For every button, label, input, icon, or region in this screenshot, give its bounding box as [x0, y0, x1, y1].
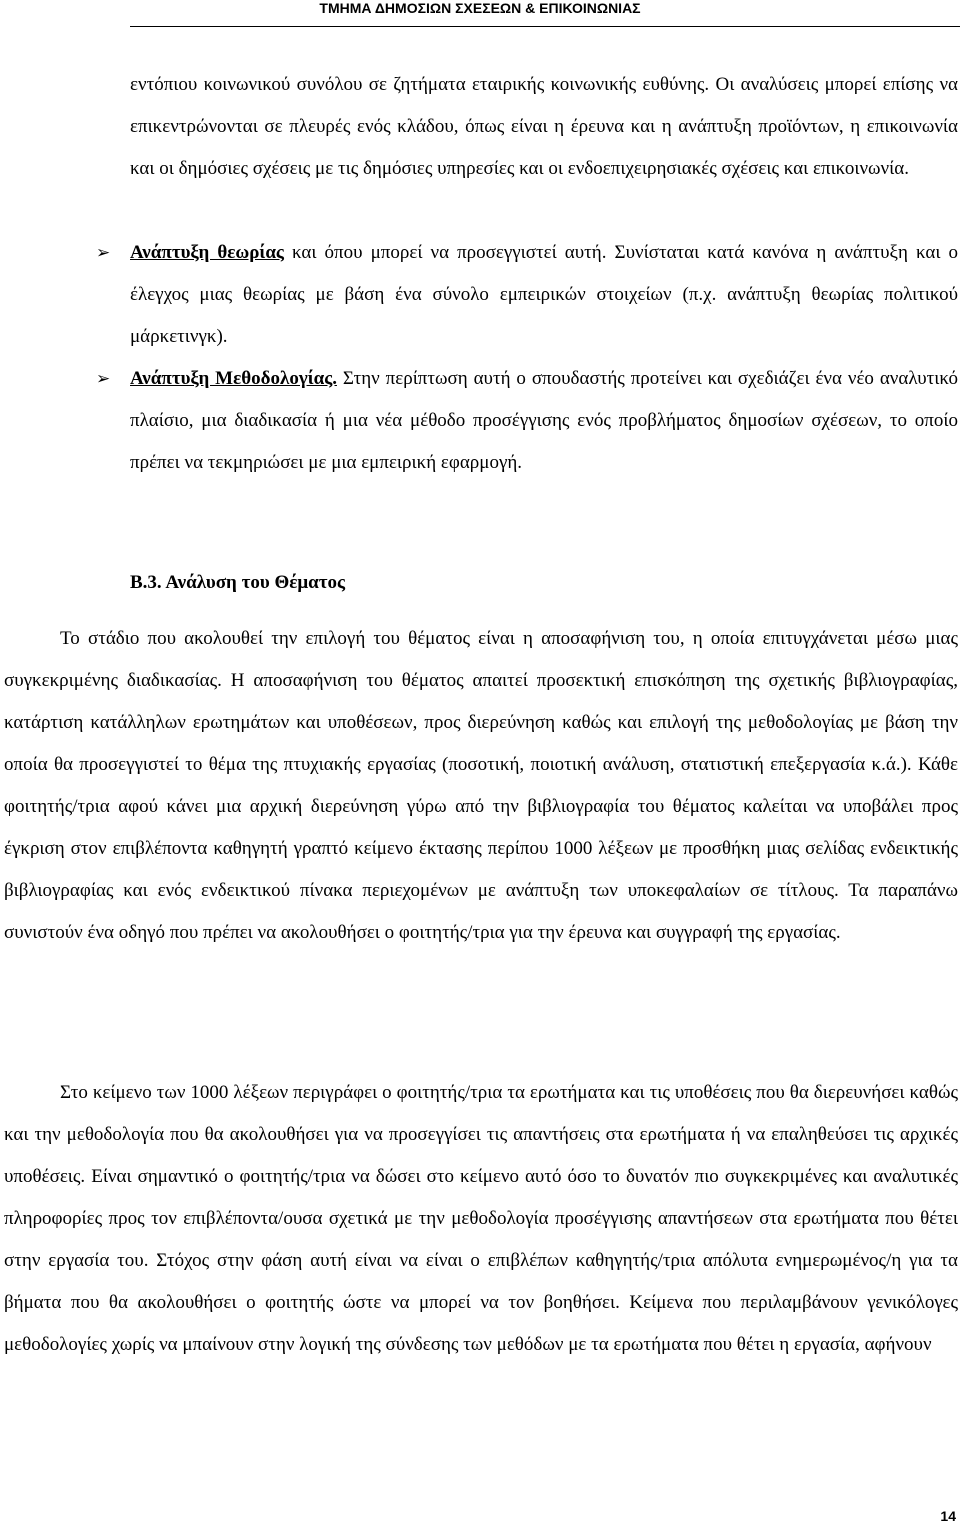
- bullet-text: Στην περίπτωση αυτή ο σπουδαστής προτείνει και σχεδιάζει ένα νέο αναλυτικό πλαίσιο, μια διαδικασία ή μια νέα μέθοδο προσέγγισης ενός προβλήματος δημοσίων σχέσεων, το οποίο πρέπει να τεκμηριώσει με μια εμπειρική εφαρμογή.: [130, 368, 958, 473]
- section-paragraph-2: Στο κείμενο των 1000 λέξεων περιγράφει ο φοιτητής/τρια τα ερωτήματα και τις υποθέσεις που θα διερευνήσει καθώς και την μεθοδολογία που θα ακολουθήσει για να προσεγγίσει τις απαντήσεις στα ερωτήματα ή να επαληθεύσει τις αρχικές υποθέσεις. Είναι σημαντικό ο φοιτητής/τρια να δώσει στο κείμενο αυτό όσο το δυνατόν πιο συγκεκριμένες και αναλυτικές πληροφορίες προς τον επιβλέποντα/ουσα σχετικά με την μεθοδολογία προσέγγισης απαντήσεων στα ερωτήματα που θέτει στην εργασία του. Στόχος στην φάση αυτή είναι να είναι ο επιβλέπων καθηγητής/τρια απόλυτα ενημερωμένος/η για τα βήματα που θα ακολουθήσει ο φοιτητής ώστε να μπορεί να τον βοηθήσει. Κείμενα που περιλαμβάνουν γενικόλογες μεθοδολογίες χωρίς να μπαίνουν στην λογική της σύνδεσης των μεθόδων με τα ερωτήματα που θέτει η εργασία, αφήνουν: [4, 1082, 958, 1355]
- arrow-bullet-icon: ➢: [96, 369, 111, 389]
- bullet-theory-development: [96, 232, 958, 358]
- page-number: 14: [940, 1508, 956, 1524]
- bullet-methodology-development: [96, 358, 958, 484]
- page-header: ΤΜΗΜΑ ΔΗΜΟΣΙΩΝ ΣΧΕΣΕΩΝ & ΕΠΙΚΟΙΝΩΝΙΑΣ: [319, 0, 641, 16]
- bullet-text: και όπου μπορεί να προσεγγιστεί αυτή. Συνίσταται κατά κανόνα η ανάπτυξη και ο έλεγχος μιας θεωρίας με βάση ένα σύνολο εμπειρικών στοιχείων (π.χ. ανάπτυξη θεωρίας πολιτικού μάρκετινγκ).: [130, 242, 958, 347]
- bullet-term: Ανάπτυξη Μεθοδολογίας.: [130, 368, 337, 389]
- section-heading: Β.3. Ανάλυση του Θέματος: [130, 572, 345, 593]
- arrow-bullet-icon: ➢: [96, 243, 111, 263]
- section-paragraph-1: Το στάδιο που ακολουθεί την επιλογή του θέματος είναι η αποσαφήνιση του, η οποία επιτυγχάνεται μέσω μιας συγκεκριμένης διαδικασίας. Η αποσαφήνιση του θέματος απαιτεί προσεκτική επισκόπηση της σχετικής βιβλιογραφίας, κατάρτιση κατάλληλων ερωτημάτων και υποθέσεων, προς διερεύνηση καθώς και επιλογή της μεθοδολογίας με βάση την οποία θα προσεγγιστεί το θέμα της πτυχιακής εργασίας (ποσοτική, ποιοτική ανάλυση, στατιστική επεξεργασία κ.ά.). Κάθε φοιτητής/τρια αφού κάνει μια αρχική διερεύνηση γύρω από την βιβλιογραφία του θέματος καλείται να υποβάλει προς έγκριση στον επιβλέποντα καθηγητή γραπτό κείμενο έκτασης περίπου 1000 λέξεων με προσθήκη μιας σελίδας ενδεικτικής βιβλιογραφίας και ενός ενδεικτικού πίνακα περιεχομένων με ανάπτυξη των υποκεφαλαίων σε τίτλους. Τα παραπάνω συνιστούν ένα οδηγό που πρέπει να ακολουθήσει ο φοιτητής/τρια για την έρευνα και συγγραφή της εργασίας.: [4, 628, 958, 943]
- bullet-term: Ανάπτυξη θεωρίας: [130, 242, 284, 263]
- intro-paragraph: εντόπιου κοινωνικού συνόλου σε ζητήματα εταιρικής κοινωνικής ευθύνης. Οι αναλύσεις μπορεί επίσης να επικεντρώνονται σε πλευρές ενός κλάδου, όπως είναι η έρευνα και η ανάπτυξη προϊόντων, η επικοινωνία και οι δημόσιες σχέσεις με τις δημόσιες υπηρεσίες και οι ενδοεπιχειρησιακές σχέσεις και επικοινωνία.: [130, 74, 958, 179]
- header-divider: [130, 26, 960, 27]
